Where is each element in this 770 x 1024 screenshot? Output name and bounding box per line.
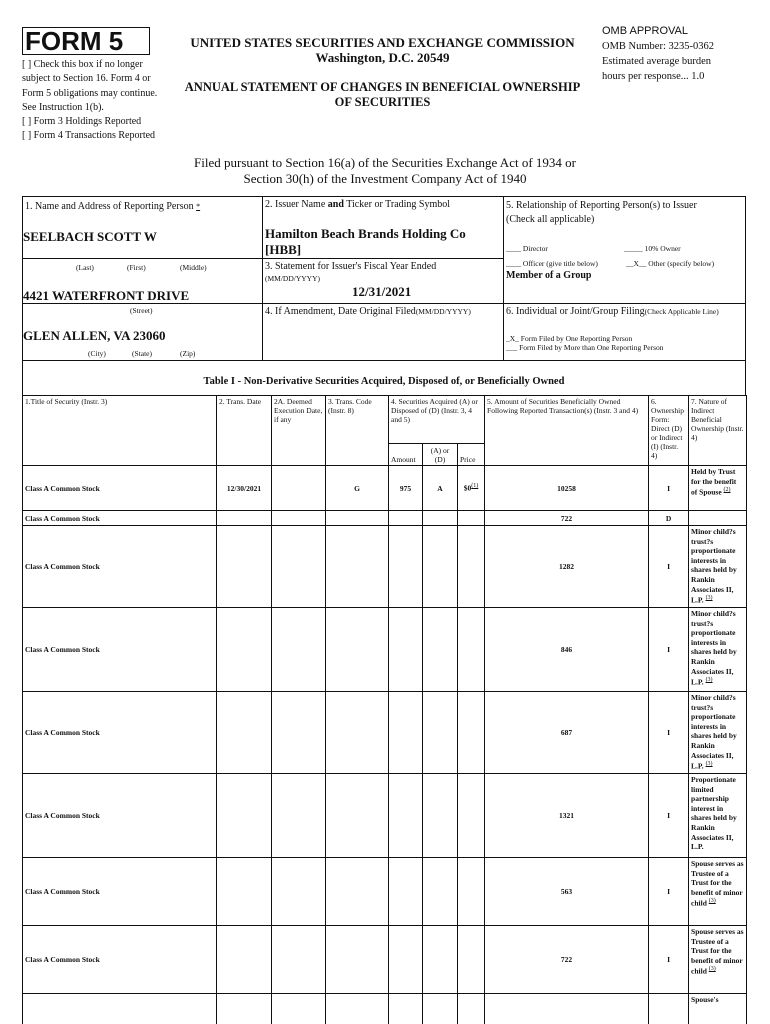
filing-notes: [22, 58, 172, 144]
box6-label-small: (Check Applicable Line): [644, 307, 719, 316]
cell-code: [326, 926, 389, 994]
filed-pursuant: [140, 155, 630, 187]
cell-deemed: [272, 526, 326, 608]
nature-text: Held by Trust for the benefit of Spouse: [691, 467, 737, 497]
form-title: FORM 5: [22, 27, 150, 55]
cell-price: [458, 608, 485, 692]
cell-code: [326, 608, 389, 692]
cell-title-text: Class A Common Stock: [25, 513, 100, 523]
col-nature-header: 7. Nature of Indirect Beneficial Ownership (Instr. 4): [689, 396, 747, 466]
divider: [262, 303, 746, 304]
cell-empty: [458, 994, 485, 1024]
ten-percent-owner-option: _____ 10% Owner: [624, 244, 681, 253]
zip-label: (Zip): [180, 349, 196, 358]
cell-nature: [689, 858, 747, 926]
table-row: [23, 994, 747, 1024]
cell-form-text: I: [667, 955, 670, 964]
col-amount-header: Amount: [389, 444, 423, 466]
cell-price: [458, 526, 485, 608]
cell-title-text: Class A Common Stock: [25, 887, 100, 896]
first-label: (First): [127, 263, 146, 272]
cell-deemed: [272, 466, 326, 511]
cell-form: [649, 858, 689, 926]
cell-title-text: Class A Common Stock: [25, 645, 100, 654]
table1-title: Table I - Non-Derivative Securities Acquired, Disposed of, or Beneficially Owned: [203, 376, 565, 387]
cell-title: [23, 774, 217, 858]
cell-price: [458, 858, 485, 926]
cell-title-text: Class A Common Stock: [25, 811, 100, 820]
cell-price: [458, 774, 485, 858]
fiscal-year-end: 12/31/2021: [352, 284, 412, 299]
nature-text: Proportionate limited partnership interest in shares held by Rankin Associates II, L.P.: [691, 775, 737, 852]
table-row: [23, 926, 747, 994]
single-filer-option: _X_ Form Filed by One Reporting Person: [506, 334, 633, 343]
col-code-header: 3. Trans. Code (Instr. 8): [326, 396, 389, 466]
table-row: [23, 858, 747, 926]
col-form-header: 6. Ownership Form: Direct (D) or Indirect (I) (Instr. 4): [649, 396, 689, 466]
agency-name: UNITED STATES SECURITIES AND EXCHANGE COMMISSION: [190, 35, 575, 50]
cell-date: [217, 466, 272, 511]
cell-date-text: 12/30/2021: [226, 483, 262, 493]
cell-title-text: Class A Common Stock: [25, 955, 100, 964]
cell-nature: [689, 994, 747, 1024]
omb-number: OMB Number: 3235-0362: [602, 41, 714, 52]
cell-aord: [423, 858, 458, 926]
cell-empty: [389, 994, 423, 1024]
col-date-header: 2. Trans. Date: [217, 396, 272, 466]
cell-code: [326, 692, 389, 774]
footnote-ref[interactable]: (2): [723, 487, 731, 494]
other-title: Member of a Group: [506, 270, 592, 281]
cell-date: [217, 608, 272, 692]
table-row: [23, 466, 747, 511]
cell-form-text: I: [667, 645, 670, 654]
cell-deemed: [272, 692, 326, 774]
multiple-filer-option: ___ Form Filed by More than One Reporting Person: [506, 343, 664, 352]
city-label: (City): [88, 349, 106, 358]
cell-date: [217, 511, 272, 526]
nature-text: Spouse serves as Trustee of a Trust for the benefit of minor child: [691, 927, 744, 976]
cell-owned: [485, 466, 649, 511]
cell-form-text: I: [667, 887, 670, 896]
box5-label: 5. Relationship of Reporting Person(s) to Issuer (Check all applicable): [506, 200, 697, 225]
table-row: [23, 511, 747, 526]
omb-burden: Estimated average burden: [602, 56, 712, 67]
cell-form: [649, 466, 689, 511]
cell-form: [649, 511, 689, 526]
cell-owned: [485, 511, 649, 526]
footnote-ref[interactable]: (1): [471, 483, 479, 490]
cell-owned: [485, 926, 649, 994]
divider: [262, 196, 263, 361]
non-derivative-table: [22, 395, 747, 1024]
cell-form-text: I: [667, 728, 670, 737]
cell-title: [23, 466, 217, 511]
cell-form: [649, 774, 689, 858]
cell-form: [649, 526, 689, 608]
cell-owned-text: 1321: [559, 811, 575, 820]
cell-code: [326, 774, 389, 858]
box4-label: 4. If Amendment, Date Original Filed(MM/DD/YYYY): [265, 306, 471, 317]
cell-title: [23, 926, 217, 994]
cell-form: [649, 608, 689, 692]
footnote-ref[interactable]: (3): [708, 898, 716, 905]
omb-hours: hours per response... 1.0: [602, 71, 705, 82]
cell-owned-text: 722: [560, 955, 573, 964]
cell-nature: [689, 466, 747, 511]
footnote-ref[interactable]: (3): [705, 761, 713, 768]
cell-date: [217, 692, 272, 774]
cell-form-text: I: [667, 811, 670, 820]
col-title-header: 1.Title of Security (Instr. 3): [23, 396, 217, 466]
divider: [22, 258, 262, 259]
cell-amount: [389, 511, 423, 526]
cell-form: [649, 692, 689, 774]
cell-aord: [423, 692, 458, 774]
statement-line-1: ANNUAL STATEMENT OF CHANGES IN BENEFICIAL OWNERSHIP: [184, 80, 581, 94]
cell-title: [23, 526, 217, 608]
cell-aord-text: A: [437, 483, 443, 493]
other-option: __X__ Other (specify below): [626, 259, 715, 268]
nature-text: Minor child?s trust?s proportionate interests in shares held by Rankin Associates II, L.P.: [691, 693, 737, 771]
cell-price: [458, 926, 485, 994]
cell-aord: [423, 511, 458, 526]
cell-owned-text: 563: [560, 887, 573, 896]
cell-amount: [389, 526, 423, 608]
cell-owned: [485, 858, 649, 926]
table-row: [23, 526, 747, 608]
nature-text: Spouse serves as Trustee of a Trust for the benefit of minor child: [691, 859, 744, 908]
box6-label: 6. Individual or Joint/Group Filing(Check Applicable Line): [506, 306, 719, 317]
last-label: (Last): [76, 263, 94, 272]
cell-form-text: I: [667, 483, 670, 493]
cell-code: [326, 858, 389, 926]
filed-line-2: Section 30(h) of the Investment Company Act of 1940: [243, 171, 527, 186]
cell-nature: [689, 692, 747, 774]
cell-code: [326, 511, 389, 526]
cell-amount: [389, 774, 423, 858]
cell-empty: [649, 994, 689, 1024]
cell-title: [23, 511, 217, 526]
cell-title-text: Class A Common Stock: [25, 483, 100, 493]
cell-amount: [389, 466, 423, 511]
cell-price: [458, 692, 485, 774]
agency-address: Washington, D.C. 20549: [315, 50, 450, 65]
footnote-ref[interactable]: (3): [705, 677, 713, 684]
cell-code: [326, 466, 389, 511]
statement-title: [160, 80, 605, 110]
cell-code-text: G: [354, 483, 360, 493]
cell-amount: [389, 858, 423, 926]
cell-owned-text: 687: [560, 728, 573, 737]
issuer-name: Hamilton Beach Brands Holding Co: [265, 226, 466, 241]
cell-nature: [689, 526, 747, 608]
city-value: GLEN ALLEN, VA 23060: [23, 328, 166, 343]
cell-nature: [689, 774, 747, 858]
cell-date: [217, 926, 272, 994]
nature-text: Minor child?s trust?s proportionate interests in shares held by Rankin Associates II, L.P.: [691, 527, 737, 605]
cell-title: [23, 608, 217, 692]
cell-deemed: [272, 858, 326, 926]
cell-price: [458, 466, 485, 511]
cell-empty: [423, 994, 458, 1024]
cell-empty: [217, 994, 272, 1024]
form4-transactions-note: [ ] Form 4 Transactions Reported: [22, 130, 156, 142]
director-option: ____ Director: [506, 244, 548, 253]
col-aord-header: (A) or (D): [423, 444, 458, 466]
cell-owned: [485, 608, 649, 692]
cell-title-text: Class A Common Stock: [25, 728, 100, 737]
cell-title: [23, 858, 217, 926]
cell-empty: [485, 994, 649, 1024]
cell-deemed: [272, 608, 326, 692]
col-price-header: Price: [458, 444, 485, 466]
cell-empty: [326, 994, 389, 1024]
cell-owned: [485, 774, 649, 858]
cell-owned-text: 722: [560, 513, 573, 523]
footnote-ref[interactable]: (3): [705, 595, 713, 602]
box3-label: 3. Statement for Issuer's Fiscal Year Ended: [265, 261, 437, 272]
cell-amount: [389, 608, 423, 692]
cell-form-text: I: [667, 562, 670, 571]
box4-format: (MM/DD/YYYY): [415, 307, 471, 316]
cell-amount-text: 975: [399, 483, 412, 493]
cell-deemed: [272, 774, 326, 858]
cell-owned: [485, 692, 649, 774]
cell-owned: [485, 526, 649, 608]
agency-block: [170, 35, 595, 65]
cell-date: [217, 526, 272, 608]
cell-date: [217, 858, 272, 926]
cell-aord: [423, 926, 458, 994]
table-row: [23, 692, 747, 774]
cell-deemed: [272, 926, 326, 994]
form3-holdings-note: [ ] Form 3 Holdings Reported: [22, 116, 142, 128]
street-label: (Street): [130, 306, 153, 315]
reporting-person-name: SEELBACH SCOTT W: [23, 229, 157, 244]
no-longer-subject-note: [ ] Check this box if no longer subject to Section 16. Form 4 or Form 5 obligations may continue. See Instruction 1(b).: [22, 59, 158, 113]
cell-nature: [689, 926, 747, 994]
middle-label: (Middle): [180, 263, 207, 272]
cell-nature: [689, 511, 747, 526]
cell-aord: [423, 526, 458, 608]
cell-form-text: D: [665, 513, 672, 523]
cell-price: [458, 511, 485, 526]
omb-approval: [602, 24, 762, 84]
cell-form: [649, 926, 689, 994]
cell-aord: [423, 774, 458, 858]
omb-title: OMB APPROVAL: [602, 25, 688, 37]
state-label: (State): [132, 349, 152, 358]
divider: [503, 196, 504, 361]
cell-owned-text: 846: [560, 645, 573, 654]
cell-owned-text: 1282: [559, 562, 575, 571]
statement-line-2: OF SECURITIES: [334, 95, 431, 109]
cell-owned-text: 10258: [557, 483, 576, 493]
cell-amount: [389, 692, 423, 774]
cell-aord: [423, 608, 458, 692]
footnote-ref[interactable]: (3): [708, 966, 716, 973]
cell-date: [217, 774, 272, 858]
cell-code: [326, 526, 389, 608]
box3-format: (MM/DD/YYYY): [265, 274, 320, 283]
cell-title-text: Class A Common Stock: [25, 562, 100, 571]
col-deemed-header: 2A. Deemed Execution Date, if any: [272, 396, 326, 466]
box2-label: 2. Issuer Name and Ticker or Trading Symbol: [265, 199, 451, 210]
filed-line-1: Filed pursuant to Section 16(a) of the Securities Exchange Act of 1934 or: [194, 155, 576, 170]
table-row: [23, 774, 747, 858]
issuer-ticker: [HBB]: [265, 242, 302, 257]
box1-marker: *: [196, 202, 201, 211]
nature-text: Spouse's: [691, 995, 719, 1004]
table-row: [23, 608, 747, 692]
officer-option: ____ Officer (give title below): [506, 259, 598, 268]
divider: [262, 258, 504, 259]
cell-title: [23, 692, 217, 774]
col-acquired-header: 4. Securities Acquired (A) or Disposed of (D) (Instr. 3, 4 and 5): [389, 396, 485, 444]
cell-deemed: [272, 511, 326, 526]
cell-amount: [389, 926, 423, 994]
street-value: 4421 WATERFRONT DRIVE: [23, 288, 190, 303]
cell-empty: [272, 994, 326, 1024]
col-owned-header: 5. Amount of Securities Beneficially Owned Following Reported Transaction(s) (Instr. 3 and 4): [485, 396, 649, 466]
box1-label: 1. Name and Address of Reporting Person *: [25, 201, 201, 212]
cell-empty: [23, 994, 217, 1024]
cell-aord: [423, 466, 458, 511]
cell-nature: [689, 608, 747, 692]
cell-price-text: $0: [463, 483, 472, 493]
nature-text: Minor child?s trust?s proportionate interests in shares held by Rankin Associates II, L.P.: [691, 609, 737, 687]
